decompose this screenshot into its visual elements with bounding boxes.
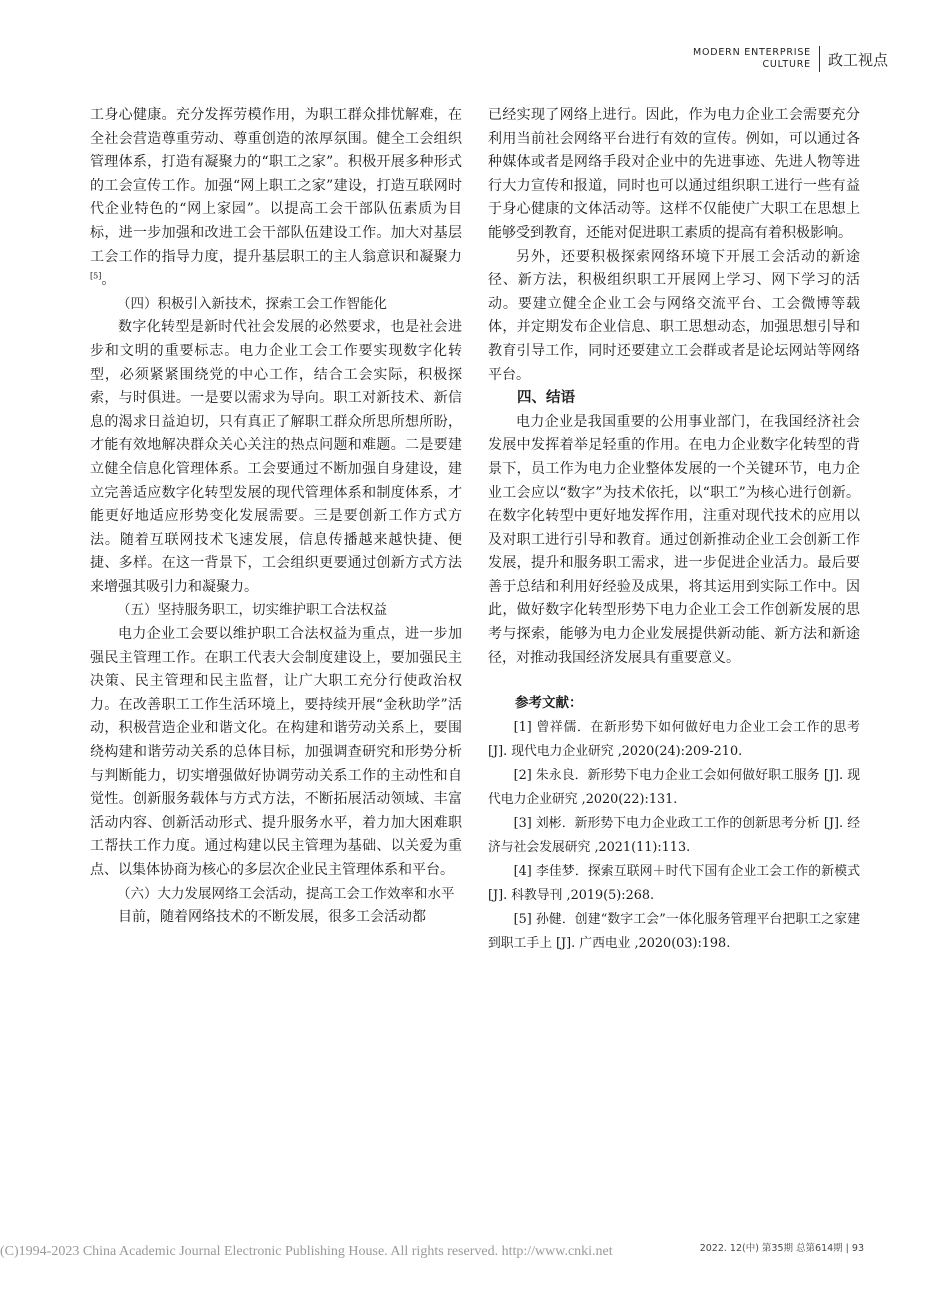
reference-list bbox=[488, 716, 860, 956]
reference-item: [5] 孙健．创建“数字工会”一体化服务管理平台把职工之家建到职工手上 [J]. 广西电业 ,2020(03):198. bbox=[488, 911, 860, 951]
reference-item: [3] 刘彬．新形势下电力企业政工工作的创新思考分析 [J]. 经济与社会发展研究 ,2021(11):113. bbox=[488, 815, 860, 855]
paragraph bbox=[90, 104, 462, 293]
paragraph: 数字化转型是新时代社会发展的必然要求，也是社会进步和文明的重要标志。电力企业工会工作要实现数字化转型，必须紧紧围绕党的中心工作，结合工会实际，积极探索，与时俱进。一是要以需求为导向。职工对新技术、新信息的渴求日益迫切，只有真正了解职工群众所思所想所盼，才能有效地解决群众关心关注的热点问题和难题。二是要建立健全信息化管理体系。工会要通过不断加强自身建设，建立完善适应数字化转型发展的现代管理体系和制度体系，才能更好地适应形势变化发展需要。三是要创新工作方式方法。随着互联网技术飞速发展，信息传播越来越快捷、便捷、多样。在这一背景下，工会组织更要通过创新方式方法来增强其吸引力和凝聚力。 bbox=[90, 319, 462, 595]
reference-item: [4] 李佳梦．探索互联网＋时代下国有企业工会工作的新模式 [J]. 科教导刊 ,2019(5):268. bbox=[488, 863, 860, 903]
references-title: 参考文献： bbox=[515, 695, 583, 712]
left-column bbox=[90, 104, 462, 930]
paragraph-text: 工身心健康。充分发挥劳模作用，为职工群众排忧解难，在全社会营造尊重劳动、尊重创造的浓厚氛围。健全工会组织管理体系，打造有凝聚力的“职工之家”。积极开展多种形式的工会宣传工作。加强“网上职工之家”建设，打造互联网时代企业特色的“网上家园”。以提高工会干部队伍素质为目标，进一步加强和改进工会干部队伍建设工作。加大对基层工会工作的指导力度，提升基层职工的主人翁意识和凝聚力 bbox=[90, 107, 462, 265]
copyright-watermark: (C)1994-2023 China Academic Journal Electronic Publishing House. All rights reserved. http://www.cnki.net bbox=[0, 1244, 613, 1259]
page-footer-info: 2022. 12(中) 第35期 总第614期 | 93 bbox=[699, 1243, 864, 1254]
paragraph-end: 。 bbox=[101, 272, 116, 289]
journal-brand bbox=[693, 47, 811, 71]
brand-line-2: CULTURE bbox=[762, 59, 811, 70]
header-divider bbox=[819, 46, 820, 72]
right-column bbox=[488, 104, 860, 956]
paragraph: 另外，还要积极探索网络环境下开展工会活动的新途径、新方法，积极组织职工开展网上学习、网下学习的活动。要建立健全企业工会与网络交流平台、工会微博等载体，并定期发布企业信息、职工思想动态，加强思想引导和教育引导工作，同时还要建立工会群或者是论坛网站等网络平台。 bbox=[488, 248, 860, 383]
subsection-heading-4: （四）积极引入新技术，探索工会工作智能化 bbox=[117, 295, 387, 312]
citation: [5] bbox=[90, 271, 102, 281]
brand-line-1: MODERN ENTERPRISE bbox=[692, 47, 811, 58]
subsection-heading-6: （六）大力发展网络工会活动，提高工会工作效率和水平 bbox=[117, 885, 455, 902]
paragraph: 已经实现了网络上进行。因此，作为电力企业工会需要充分利用当前社会网络平台进行有效的宣传。例如，可以通过各种媒体或者是网络手段对企业中的先进事迹、先进人物等进行大力宣传和报道，同时也可以通过组织职工进行一些有益于身心健康的文体活动等。这样不仅能使广大职工在思想上能够受到教育，还能对促进职工素质的提高有着积极影响。 bbox=[488, 107, 860, 241]
subsection-heading-5: （五）坚持服务职工，切实维护职工合法权益 bbox=[117, 602, 387, 619]
reference-item: [2] 朱永良．新形势下电力企业工会如何做好职工服务 [J]. 现代电力企业研究 ,2020(22):131. bbox=[488, 767, 860, 807]
reference-item: [1] 曾祥儒．在新形势下如何做好电力企业工会工作的思考 [J]. 现代电力企业研究 ,2020(24):209-210. bbox=[488, 719, 860, 759]
section-heading-conclusion: 四、结语 bbox=[517, 390, 575, 407]
paragraph: 目前，随着网络技术的不断发展，很多工会活动都 bbox=[118, 909, 426, 926]
section-name: 政工视点 bbox=[827, 50, 888, 69]
paragraph: 电力企业是我国重要的公用事业部门，在我国经济社会发展中发挥着举足轻重的作用。在电力企业数字化转型的背景下，员工作为电力企业整体发展的一个关键环节，电力企业工会应以“数字”为技术依托，以“职工”为核心进行创新。在数字化转型中更好地发挥作用，注重对现代技术的应用以及对职工进行引导和教育。通过创新推动企业工会创新工作发展，提升和服务职工需求，进一步促进企业活力。最后要善于总结和利用好经验及成果，将其运用到实际工作中。因此，做好数字化转型形势下电力企业工会工作创新发展的思考与探索，能够为电力企业发展提供新动能、新方法和新途径，对推动我国经济发展具有重要意义。 bbox=[488, 413, 860, 666]
page-header bbox=[693, 46, 888, 72]
paragraph: 电力企业工会要以维护职工合法权益为重点，进一步加强民主管理工作。在职工代表大会制度建设上，要加强民主决策、民主管理和民主监督，让广大职工充分行使政治权力。在改善职工工作生活环境上，要持续开展“金秋助学”活动，积极营造企业和谐文化。在构建和谐劳动关系上，要围绕构建和谐劳动关系的总体目标，加强调查研究和形势分析与判断能力，切实增强做好协调劳动关系工作的主动性和自觉性。创新服务载体与方式方法，不断拓展活动领域、丰富活动内容、创新活动形式、提升服务水平，着力加大困难职工帮扶工作力度。通过构建以民主管理为基础、以关爱为重点、以集体协商为核心的多层次企业民主管理体系和平台。 bbox=[90, 626, 462, 878]
